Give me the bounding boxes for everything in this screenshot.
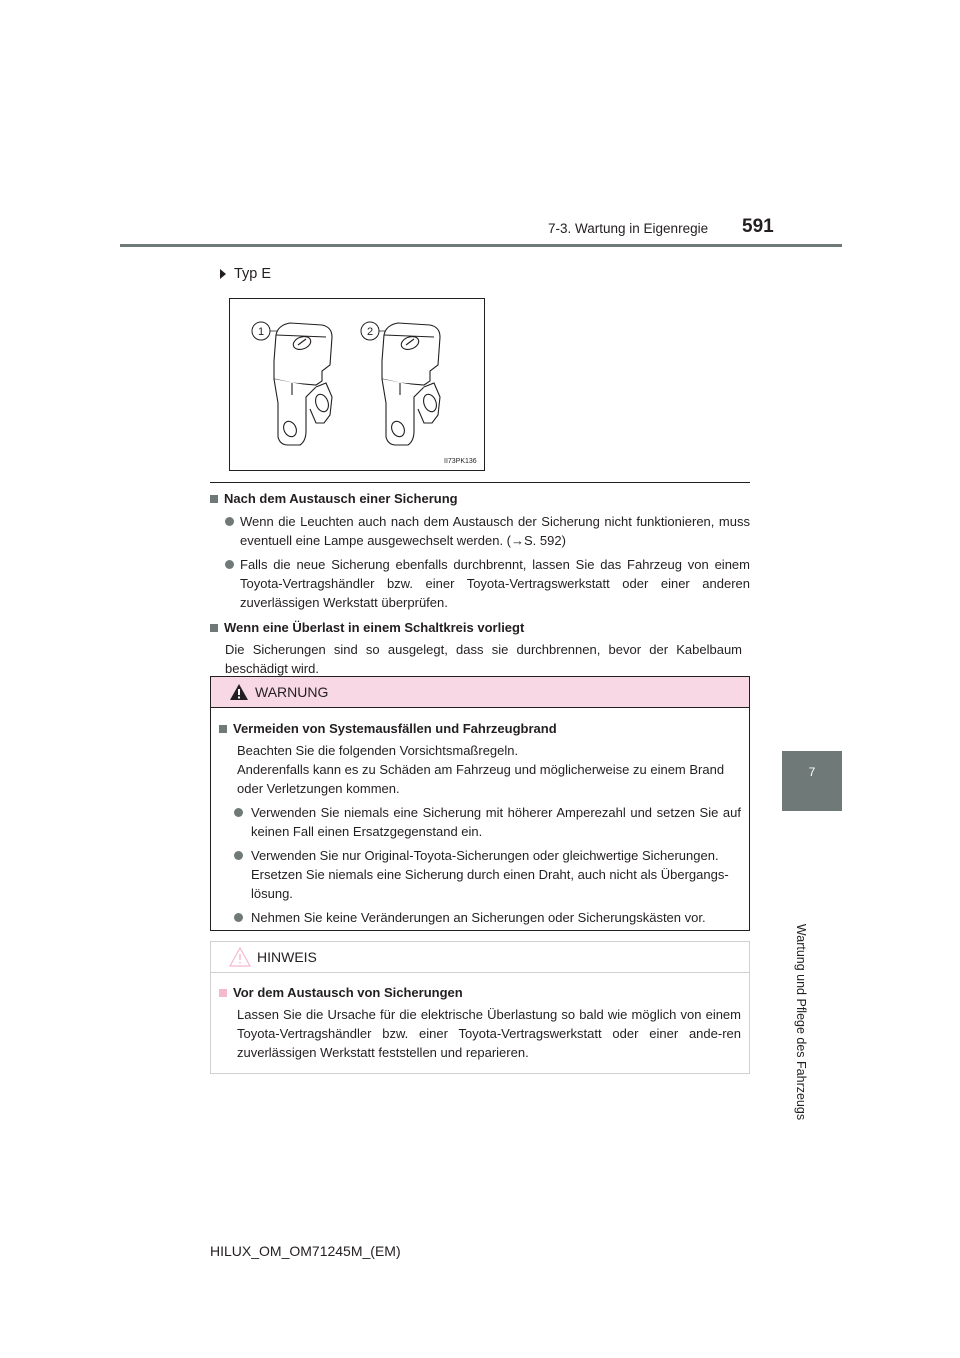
bullet-dot-icon	[234, 808, 243, 817]
notice-heading: Vor dem Austausch von Sicherungen	[219, 983, 741, 1002]
fuse-illustration	[230, 299, 484, 470]
section-title: 7-3. Wartung in Eigenregie	[548, 221, 709, 236]
chapter-tab	[782, 751, 842, 810]
warning-box	[210, 676, 750, 931]
notice-header	[211, 942, 749, 973]
notice-box	[210, 941, 750, 1074]
page-number: 591	[742, 216, 774, 237]
warning-title: WARNUNG	[255, 684, 329, 700]
square-bullet-icon	[219, 989, 227, 997]
document-id: HILUX_OM_OM71245M_(EM)	[210, 1243, 401, 1259]
caution-icon	[229, 947, 251, 967]
figure-rule	[210, 482, 750, 483]
figure-code: II73PK136	[444, 458, 477, 465]
figure-type-label: Typ E	[220, 266, 271, 282]
section-heading: Nach dem Austausch einer Sicherung	[210, 489, 750, 508]
header-rule	[120, 244, 842, 247]
section-heading: Wenn eine Überlast in einem Schaltkreis vorliegt	[210, 618, 750, 637]
section-after-replacement	[210, 489, 750, 678]
bullet-dot-icon	[234, 851, 243, 860]
list-item: Falls die neue Sicherung ebenfalls durchbrennt, lassen Sie das Fahrzeug von einem Toyota-Vertragshändler bzw. einer Toyota-Vertragswerkstatt oder einer anderen zuverlässigen Werkstatt überprüfen.	[210, 555, 750, 612]
warning-icon	[229, 683, 249, 701]
list-item: Wenn die Leuchten auch nach dem Austausch der Sicherung nicht funktionieren, muss eventuell eine Lampe ausgewechselt werden. (→S. 592)	[210, 512, 750, 550]
fuse-figure	[229, 298, 485, 471]
fuse-1	[274, 323, 332, 445]
svg-text:2: 2	[366, 326, 374, 338]
square-bullet-icon	[210, 624, 218, 632]
list-item: Verwenden Sie nur Original-Toyota-Sicherungen oder gleichwertige Sicherungen. Ersetzen Sie niemals eine Sicherung durch einen Draht, auch nicht als Übergangs-lösung.	[219, 846, 741, 903]
notice-text: Lassen Sie die Ursache für die elektrische Überlastung so bald wie möglich von einem Toyota-Vertragshändler bzw. einer Toyota-Vertragswerkstatt oder einer ande-ren zuverlässigen Werkstatt feststellen und reparieren.	[237, 1007, 741, 1060]
section-text: Die Sicherungen sind so ausgelegt, dass sie durchbrennen, bevor der Kabelbaum beschädigt wird.	[225, 642, 742, 676]
warning-intro: Beachten Sie die folgenden Vorsichtsmaßregeln.	[237, 743, 519, 758]
bullet-dot-icon	[234, 913, 243, 922]
svg-text:1: 1	[257, 326, 265, 338]
square-bullet-icon	[210, 495, 218, 503]
list-item: Nehmen Sie keine Veränderungen an Sicherungen oder Sicherungskästen vor.	[219, 908, 741, 927]
arrow-right-icon	[220, 269, 226, 279]
notice-title: HINWEIS	[257, 949, 317, 965]
square-bullet-icon	[219, 725, 227, 733]
warning-intro-2: Anderenfalls kann es zu Schäden am Fahrzeug und möglicherweise zu einem Brand oder Verletzungen kommen.	[237, 762, 725, 796]
list-item: Verwenden Sie niemals eine Sicherung mit höherer Amperezahl und setzen Sie auf keinen Fall einen Ersatzgegenstand ein.	[219, 803, 741, 841]
bullet-dot-icon	[225, 560, 234, 569]
fuse-2	[382, 323, 440, 445]
warning-header	[211, 677, 749, 708]
warning-heading: Vermeiden von Systemausfällen und Fahrzeugbrand	[219, 719, 741, 738]
chapter-number: 7	[808, 765, 816, 779]
chapter-rule	[782, 810, 842, 811]
bullet-dot-icon	[225, 517, 234, 526]
